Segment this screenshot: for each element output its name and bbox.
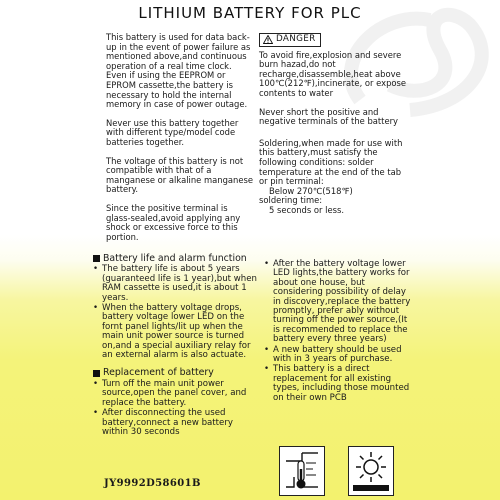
usage-note: Even if using the EEPROM or EPROM cassette,the battery is necessary to hold the internal memory in case of power outage. <box>106 70 248 110</box>
life-and-replacement <box>93 254 261 438</box>
danger-section <box>259 33 409 216</box>
list-item <box>93 265 261 303</box>
sunlight-symbol <box>348 446 394 496</box>
usage-notes <box>106 33 254 251</box>
list-item <box>264 365 414 403</box>
warning-triangle-icon <box>263 35 273 44</box>
bullet-icon: • <box>93 408 99 419</box>
list-item <box>264 346 414 365</box>
soldering-time: 5 seconds or less. <box>269 204 344 215</box>
replacement-heading <box>93 368 261 377</box>
life-heading <box>93 254 261 263</box>
list-item-text: When the battery voltage drops, battery voltage lower LED on the fornt panel lights/lit up when the main unit power source is turned on,and a special auxiliary relay for an external alarm is also actuate. <box>102 303 251 361</box>
bullet-icon: • <box>264 344 270 355</box>
temperature-limit-icon <box>280 447 324 495</box>
bullet-icon: • <box>93 303 99 314</box>
bullet-icon: • <box>93 264 99 275</box>
usage-note: Never use this battery together with different type/model code batteries together. <box>106 117 239 147</box>
life-heading-text: Battery life and alarm function <box>103 253 247 264</box>
list-item <box>93 380 261 408</box>
list-item-text: After the battery voltage lower LED lights,the battery works for about one house, but considering possibility of delay in discovery,replace the battery promptly, prefer ably without turning off the power source,(It is recommended to replace the battery every three years) <box>273 259 411 345</box>
danger-warning: To avoid fire,explosion and severe burn hazad,do not recharge,disassemble,heat above 100℃(212℉),incinerate, or expose contents to water <box>259 49 407 98</box>
danger-warning: Never short the positive and negative terminals of the battery <box>259 106 399 127</box>
page-title: LITHIUM BATTERY FOR PLC <box>138 4 362 22</box>
list-item-text: A new battery should be used with in 3 years of purchase. <box>273 344 402 365</box>
usage-note: Since the positive terminal is glass-sealed,avoid applying any shock or excessive force to this portion. <box>106 202 241 242</box>
product-code: JY9992D58601B <box>104 478 201 489</box>
list-item <box>264 260 414 345</box>
soldering-intro: Soldering,when made for use with this battery,must satisfy the following conditions: solder temperature at the end of the tab or pin terminal: <box>259 137 403 187</box>
list-item <box>93 304 261 360</box>
bullet-icon: • <box>264 259 270 269</box>
danger-text: DANGER <box>276 34 316 44</box>
list-item-text: After disconnecting the used battery,connect a new battery within 30 seconds <box>102 408 233 437</box>
temperature-limit-symbol <box>279 446 325 496</box>
sunlight-icon <box>349 447 393 495</box>
bullet-icon: • <box>264 364 270 375</box>
bullet-icon: • <box>93 378 99 389</box>
square-bullet-icon <box>93 370 100 377</box>
replacement-notes <box>264 260 414 404</box>
list-item <box>93 409 261 437</box>
soldering-temp: Below 270℃(518℉) <box>269 185 353 196</box>
soldering-time-label: soldering time: <box>259 195 323 206</box>
usage-note: The voltage of this battery is not compatible with that of a manganese or alkaline manganese battery. <box>106 155 254 195</box>
replacement-heading-text: Replacement of battery <box>103 367 214 379</box>
list-item-text: The battery life is about 5 years (guaranteed life is 1 year),but when RAM cassette is used,it is about 1 years. <box>102 264 257 303</box>
usage-note: This battery is used for data back-up in the event of power failure as mentioned above,and continuous operation of a real time clock. <box>106 32 251 71</box>
list-item-text: Turn off the main unit power source,open the panel cover, and replace the battery. <box>102 378 247 408</box>
list-item-text: This battery is a direct replacement for all existing types, including those mounted on their own PCB <box>273 364 410 403</box>
danger-label <box>259 33 321 47</box>
square-bullet-icon <box>93 255 100 262</box>
